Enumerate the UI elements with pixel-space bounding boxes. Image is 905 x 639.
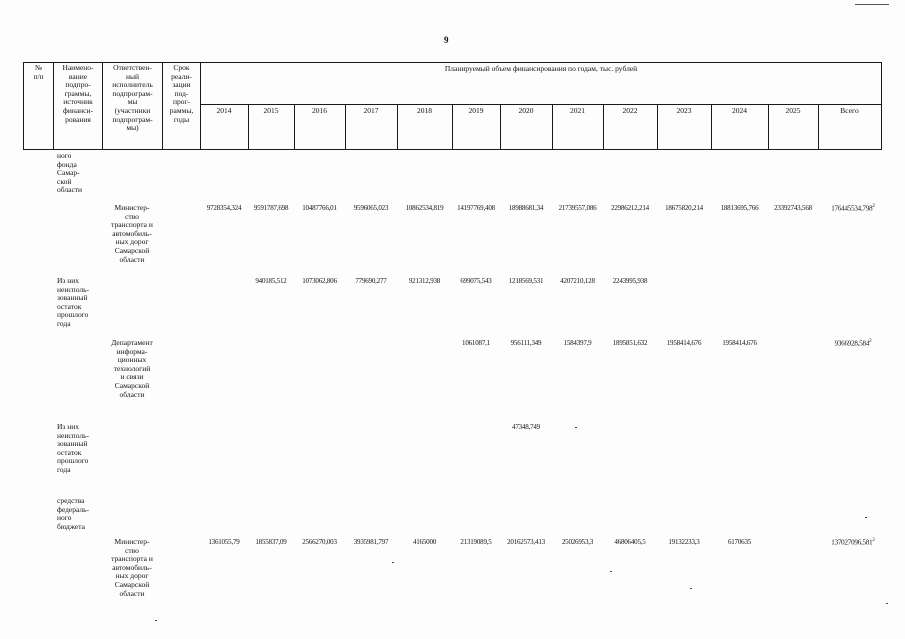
value-cell: 9596065,023 [353, 204, 389, 212]
year-2019: 2019 [468, 106, 484, 115]
footnote-mark: 2 [872, 538, 875, 543]
value-cell: 21739557,086 [558, 204, 597, 212]
value-cell: 19132233,3 [668, 538, 700, 546]
year-2016: 2016 [312, 106, 327, 115]
total-cell: 176445534,798$^2$ [831, 204, 875, 213]
year-2017: 2017 [363, 106, 379, 115]
footnote-mark: 2 [869, 339, 872, 344]
value-cell: 1073062,806 [302, 277, 337, 285]
scan-speck [886, 603, 888, 604]
row-name-federal-budget: средства федераль- ного бюджета [57, 496, 90, 531]
row-name-regional-fund: ного фонда Самар- ской области [57, 151, 83, 195]
value-cell: 1584397,9 [563, 339, 592, 347]
header-col-term: Срок реали- зации под- прог- раммы, годы [169, 63, 194, 124]
year-total: Всего [840, 106, 859, 115]
value-cell: 1855837,09 [255, 538, 287, 546]
total-cell: 137027096,581$^2$ [831, 538, 875, 547]
value-cell: 46806405,5 [614, 538, 646, 546]
page-number: 9 [444, 35, 449, 45]
value-cell: 779690,277 [355, 277, 387, 285]
value-cell: 2243995,938 [612, 277, 648, 285]
row-name-unused-balance: Из них неисполь- зованный остаток прошлого года [57, 422, 90, 474]
value-cell: 1958414,676 [666, 339, 702, 347]
value-cell: 14197769,408 [457, 204, 495, 212]
year-2023: 2023 [676, 106, 692, 115]
header-col-executor: Ответствен- ный исполнитель подпрограм- мы (участники подпрограм- мы) [112, 63, 153, 133]
row-executor-it-department: Департамент информа- ционных технологий и связи Самарской области [111, 338, 153, 399]
value-cell: 4165000 [412, 538, 437, 546]
year-2018: 2018 [417, 106, 432, 115]
scan-speck [392, 562, 394, 563]
value-cell: 21319089,5 [460, 538, 492, 546]
value-cell: 47348,749 [512, 423, 540, 431]
row-name-unused-balance: Из них неисполь- зованный остаток прошлого года [57, 276, 90, 328]
year-2021: 2021 [570, 106, 585, 115]
row-executor-transport-ministry: Министер- ство транспорта и автомобиль- ных дорог Самарской области [111, 203, 153, 264]
value-cell: 25026953,3 [561, 538, 594, 546]
year-2020: 2020 [518, 106, 534, 115]
value-cell: 18988681,34 [508, 204, 544, 212]
row-executor-transport-ministry: Министер- ство транспорта и автомобиль- ных дорог Самарской области [111, 537, 153, 598]
value-cell: 9728354,324 [206, 204, 242, 212]
year-2015: 2015 [263, 106, 279, 115]
value-cell: 2566270,003 [302, 538, 337, 546]
value-cell: 3935981,797 [353, 538, 389, 546]
value-cell: 1895851,632 [612, 339, 648, 347]
value-cell: 18675820,214 [665, 204, 703, 212]
year-2024: 2024 [732, 106, 747, 115]
value-cell: 20162573,413 [507, 538, 545, 546]
value-cell: 921312,938 [408, 277, 441, 285]
value-cell: 23392743,568 [774, 204, 812, 212]
footnote-mark: 2 [872, 204, 875, 209]
value-cell: 10862534,819 [405, 204, 444, 212]
value-cell: 699075,543 [460, 277, 492, 285]
value-cell: 22986212,214 [611, 204, 649, 212]
value-cell: 10487766,01 [302, 204, 337, 212]
value-cell: 1218569,531 [508, 277, 544, 285]
scan-speck [610, 571, 612, 572]
value-cell: 1061087,1 [462, 339, 490, 347]
years-row-top-border [200, 104, 882, 105]
value-cell: 9591787,698 [253, 204, 289, 212]
scan-speck [155, 620, 157, 621]
value-cell: 1958414,676 [722, 339, 757, 347]
value-cell: 940185,512 [255, 277, 287, 285]
scan-speck [690, 588, 692, 589]
year-2014: 2014 [216, 106, 232, 115]
value-cell: 18813695,766 [720, 204, 759, 212]
scan-mark [855, 4, 889, 5]
header-col-name: Наимено- вание подпро- граммы, источник финанси- рования [62, 63, 94, 124]
year-2022: 2022 [622, 106, 638, 115]
header-col-number: № п/п [33, 63, 44, 81]
value-cell: 956111,349 [510, 339, 542, 347]
year-2025: 2025 [785, 106, 801, 115]
scan-speck [865, 517, 867, 518]
scan-speck [575, 427, 577, 428]
value-cell: 4207210,128 [560, 277, 595, 285]
value-cell: 1361055,79 [208, 538, 240, 546]
header-funding-title: Планируемый объем финансирования по годам, тыс. рублей [444, 64, 638, 73]
total-cell: 9366928,584$^2$ [834, 339, 872, 348]
value-cell: 6170635 [727, 538, 752, 546]
col-border [881, 62, 882, 150]
